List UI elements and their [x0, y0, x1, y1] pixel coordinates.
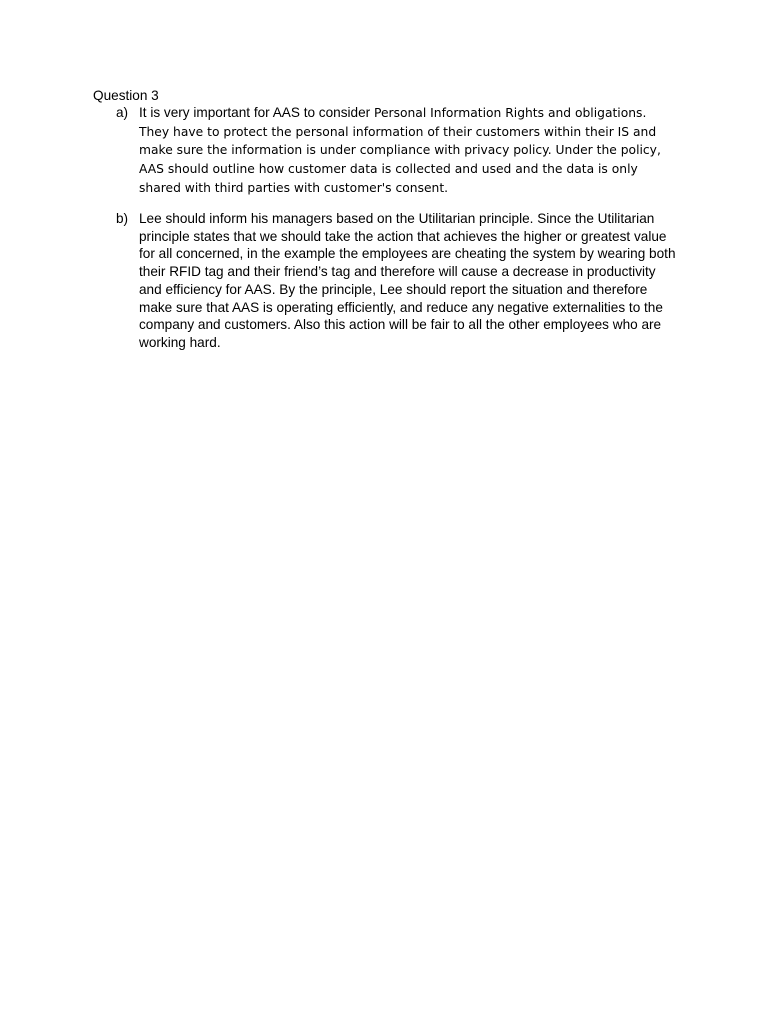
- question-heading: Question 3: [93, 88, 159, 103]
- answer-b-text: Lee should inform his managers based on the Utilitarian principle. Since the Utilitarian principle states that we should take the action that achieves the higher or greatest value for all concerned, in the example the employees are cheating the system by wearing both their RFID tag and their friend’s tag and therefore will cause a decrease in productivity and efficiency for AAS. By the principle, Lee should report the situation and therefore make sure that AAS is operating efficiently, and reduce any negative externalities to the company and customers. Also this action will be fair to all the other employees who are working hard.: [139, 211, 676, 350]
- answer-b-marker: b): [116, 211, 129, 226]
- answer-b: [116, 210, 676, 352]
- answer-a-body-text: Personal Information Rights and obligations. They have to protect the personal information of their customers within their IS and make sure the information is under compliance with privacy policy. Under the policy, AAS should outline how customer data is collected and used and the data is only shared with third parties with customer's consent.: [139, 106, 661, 195]
- answer-a-marker: a): [116, 105, 129, 120]
- answer-a: [116, 104, 676, 198]
- answer-a-lead-text: It is very important for AAS to consider: [139, 105, 374, 120]
- answer-a-text: [139, 104, 676, 198]
